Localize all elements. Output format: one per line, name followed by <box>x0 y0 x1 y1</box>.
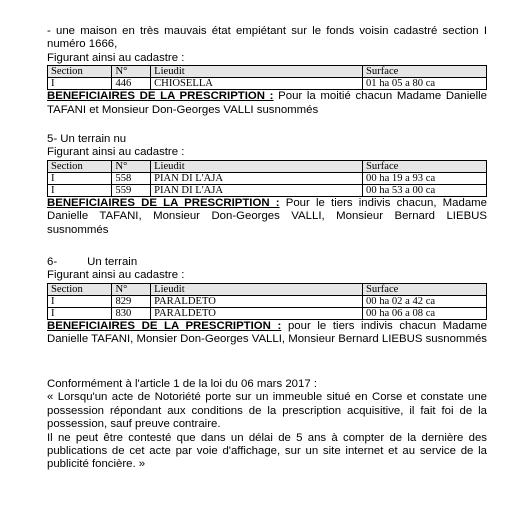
item-5-figurant: Figurant ainsi au cadastre : <box>47 146 185 159</box>
table-header-row <box>48 66 487 78</box>
item-6-number: 6- <box>47 256 58 268</box>
item-6-title <box>47 256 487 269</box>
cell-section: I <box>48 307 112 319</box>
beneficiaires-text: pour le tiers indivis chacun Madame Danielle TAFANI, Monsier Don-Georges VALLI, Monsieur Bernard LIEBUS susnommés <box>47 319 488 346</box>
cell-surface: 00 ha 02 a 42 ca <box>363 295 487 307</box>
table-row <box>48 295 487 307</box>
cell-section: I <box>48 295 112 307</box>
cell-lieudit: PIAN DI L'AJA <box>151 172 363 184</box>
cell-num: 829 <box>112 295 151 307</box>
item-4-table <box>47 65 487 90</box>
cell-surface: 00 ha 06 a 08 ca <box>363 307 487 319</box>
beneficiaires-label: BENEFICIAIRES DE LA PRESCRIPTION : <box>47 319 282 332</box>
table-row <box>48 78 487 90</box>
beneficiaires-label: BENEFICIAIRES DE LA PRESCRIPTION : <box>47 90 274 103</box>
item-4-beneficiaires <box>47 90 487 117</box>
beneficiaires-text: Pour le tiers indivis chacun, Madame Danielle TAFANI, Monsieur Don-Georges VALLI, Monsieur Bernard LIEBUS susnommés <box>47 196 487 236</box>
cell-surface: 01 ha 05 a 80 ca <box>363 78 487 90</box>
cell-num: 446 <box>112 78 151 90</box>
table-row <box>48 307 487 319</box>
table-row <box>48 172 487 184</box>
header-lieudit: Lieudit <box>151 283 363 295</box>
item-4-block <box>47 25 487 117</box>
item-6-beneficiaires <box>47 320 487 347</box>
cell-section: I <box>48 184 112 196</box>
cell-surface: 00 ha 53 a 00 ca <box>363 184 487 196</box>
table-header-row <box>48 283 487 295</box>
header-section: Section <box>48 283 112 295</box>
conformement-heading: Conformément à l'article 1 de la loi du 06 mars 2017 : <box>47 378 317 390</box>
item-4-figurant: Figurant ainsi au cadastre : <box>47 51 185 64</box>
header-num: N° <box>112 283 151 295</box>
header-surface: Surface <box>363 160 487 172</box>
header-section: Section <box>48 66 112 78</box>
header-lieudit: Lieudit <box>151 160 363 172</box>
item-6-table <box>47 283 487 320</box>
header-num: N° <box>112 66 151 78</box>
table-header-row <box>48 160 487 172</box>
header-surface: Surface <box>363 66 487 78</box>
header-num: N° <box>112 160 151 172</box>
cell-lieudit: PARALDETO <box>151 295 363 307</box>
cell-lieudit: CHIOSELLA <box>151 78 363 90</box>
cell-num: 830 <box>112 307 151 319</box>
cell-surface: 00 ha 19 a 93 ca <box>363 172 487 184</box>
item-4-intro: - une maison en très mauvais état empiétant sur le fonds voisin cadastré section I numéro 1666, <box>47 25 487 51</box>
conformement-paragraph-1: « Lorsqu'un acte de Notoriété porte sur un immeuble situé en Corse et constate une possession répondant aux conditions de la prescription acquisitive, il fait foi de la possession, sauf preuve contraire. <box>47 391 487 431</box>
header-lieudit: Lieudit <box>151 66 363 78</box>
item-5-block <box>47 133 487 237</box>
cell-lieudit: PARALDETO <box>151 307 363 319</box>
cell-num: 559 <box>112 184 151 196</box>
item-6-block <box>47 256 487 347</box>
cell-num: 558 <box>112 172 151 184</box>
header-surface: Surface <box>363 283 487 295</box>
header-section: Section <box>48 160 112 172</box>
cell-lieudit: PIAN DI L'AJA <box>151 184 363 196</box>
conformement-paragraph-2: Il ne peut être contesté que dans un délai de 5 ans à compter de la dernière des publications de cet acte par voie d'affichage, sur un site internet et au service de la publicité foncière. » <box>47 431 487 471</box>
item-5-title: 5- Un terrain nu <box>47 133 127 145</box>
table-row <box>48 184 487 196</box>
beneficiaires-text: Pour la moitié chacun Madame Danielle TAFANI et Monsieur Don-Georges VALLI susnommés <box>47 90 487 116</box>
beneficiaires-label: BENEFICIAIRES DE LA PRESCRIPTION : <box>47 196 280 209</box>
item-6-figurant: Figurant ainsi au cadastre : <box>47 269 185 282</box>
conformement-block <box>47 378 487 472</box>
item-5-table <box>47 160 487 197</box>
cell-section: I <box>48 78 112 90</box>
cell-section: I <box>48 172 112 184</box>
item-5-beneficiaires <box>47 197 487 237</box>
item-6-title-text: Un terrain <box>87 256 138 268</box>
